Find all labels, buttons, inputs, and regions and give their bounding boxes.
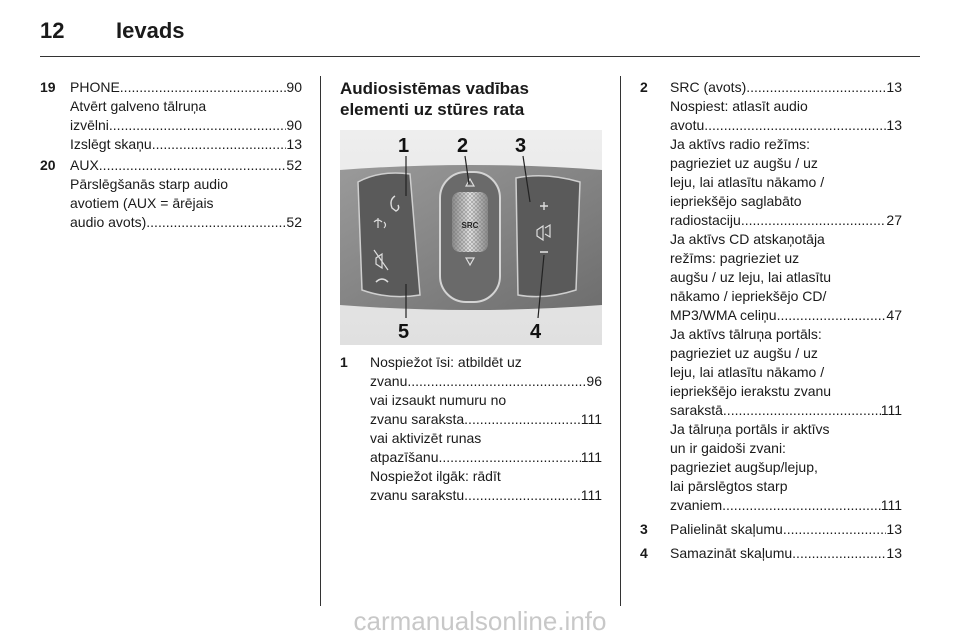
left-column bbox=[40, 78, 302, 234]
entry-3: 3 Palielināt skaļumu ..... 13 bbox=[640, 520, 902, 539]
middle-column bbox=[340, 78, 602, 507]
column-divider-right bbox=[620, 76, 621, 606]
src-label: SRC bbox=[461, 221, 479, 230]
entry-1: 1 Nospiežot īsi: atbildēt uz zvanu ..... 96 vai izsaukt numuru no zvanu saraksta ..... 111 vai aktivizēt runas atpazīšanu ..... 111 Nospiežot ilgāk: rādīt zvanu sarakstu ..... 111 bbox=[340, 353, 602, 505]
page-title: Ievads bbox=[116, 18, 185, 43]
callout-2: 2 bbox=[457, 135, 469, 157]
entry-number: 4 bbox=[640, 545, 648, 561]
entry-number: 20 bbox=[40, 157, 56, 173]
watermark: carmanualsonline.info bbox=[353, 606, 607, 636]
section-title: Audiosistēmas vadības elementi uz stūres rata bbox=[340, 79, 529, 119]
entry-20: 20 AUX ..... 52 Pārslēgšanās starp audio avotiem (AUX = ārējais audio avots) ..... 52 bbox=[40, 156, 302, 232]
entry-number: 19 bbox=[40, 79, 56, 95]
callout-1: 1 bbox=[398, 135, 410, 157]
steering-wheel-illustration bbox=[340, 130, 602, 345]
steering-wheel-controls-figure bbox=[340, 130, 602, 345]
callout-5: 5 bbox=[398, 321, 410, 343]
page-number: 12 bbox=[40, 18, 65, 43]
callout-4: 4 bbox=[530, 321, 542, 343]
entry-19: 19 PHONE ..... 90 Atvērt galveno tālruņa izvēlni ..... 90 Izslēgt skaņu ..... 13 bbox=[40, 78, 302, 154]
page-header bbox=[40, 18, 920, 52]
entry-2: 2 SRC (avots) ..... 13 Nospiest: atlasīt audio avotu ..... 13 Ja aktīvs radio režīms: pagrieziet uz augšu / uz leju, lai atlasītu nākamo / iepriekšējo saglabāto radiostaciju ..... 27 Ja aktīvs CD atskaņotāja režīms: pagrieziet uz augšu / uz leju, lai atlasītu nākamo / iepriekšējo CD/ MP3/WMA celiņu ..... 47 Ja aktīvs tālruņa portāls: pagrieziet uz augšu / uz leju, lai atlasītu nākamo / iepriekšējo ierakstu zvanu sarakstā ..... 111 Ja tālruņa portāls ir aktīvs un ir gaidoši zvani: pagrieziet augšup/lejup, lai pārslēgtos starp zvaniem. ..... 111 bbox=[640, 78, 902, 515]
entry-number: 2 bbox=[640, 79, 648, 95]
entry-4: 4 Samazināt skaļumu ..... 13 bbox=[640, 544, 902, 563]
entry-number: 3 bbox=[640, 521, 648, 537]
right-column bbox=[640, 78, 902, 565]
column-divider-left bbox=[320, 76, 321, 606]
callout-3: 3 bbox=[515, 135, 527, 157]
left-button-panel bbox=[358, 173, 420, 297]
entry-number: 1 bbox=[340, 354, 348, 370]
header-rule bbox=[40, 56, 920, 57]
